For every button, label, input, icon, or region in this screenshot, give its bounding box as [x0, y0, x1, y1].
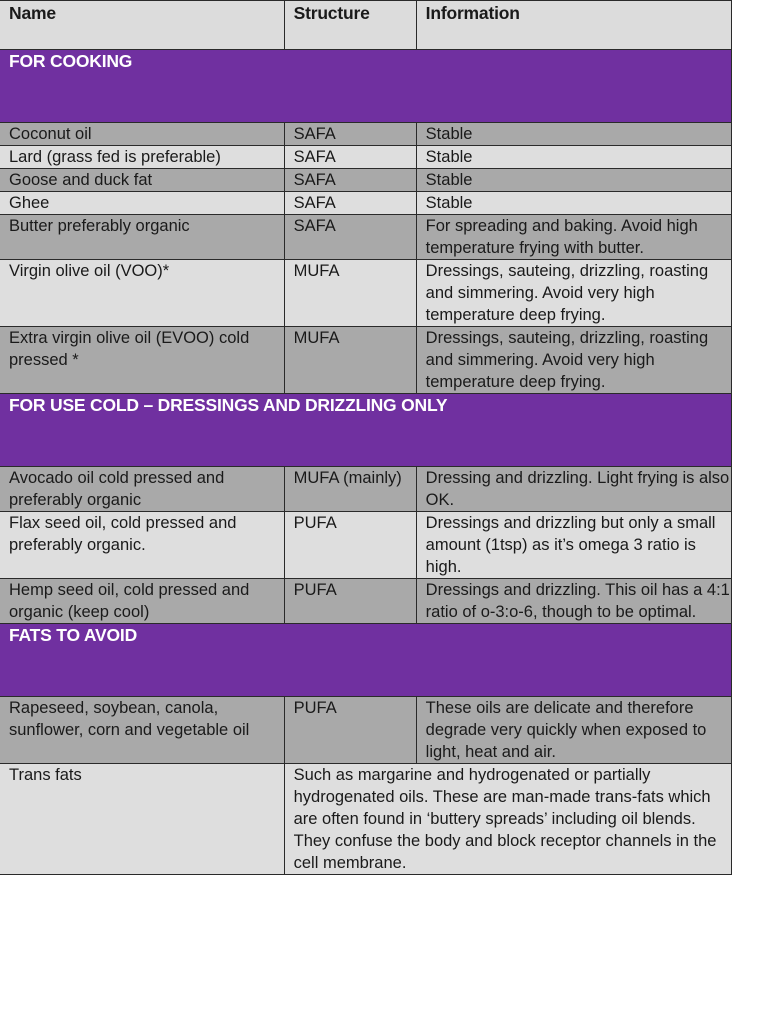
cell-name: Avocado oil cold pressed and preferably organic — [0, 467, 284, 512]
cell-structure: PUFA — [284, 579, 416, 624]
cell-structure: SAFA — [284, 123, 416, 146]
table-row — [0, 579, 732, 624]
cell-information: Stable — [416, 146, 731, 169]
table-row — [0, 192, 732, 215]
cell-name: Flax seed oil, cold pressed and preferably organic. — [0, 512, 284, 579]
header-information: Information — [416, 1, 731, 50]
table-row — [0, 697, 732, 764]
cell-name: Butter preferably organic — [0, 215, 284, 260]
cell-structure: SAFA — [284, 215, 416, 260]
header-name: Name — [0, 1, 284, 50]
section-header-row — [0, 50, 732, 123]
cell-information: Dressings and drizzling but only a small amount (1tsp) as it’s omega 3 ratio is high. — [416, 512, 731, 579]
table-body — [0, 50, 732, 875]
cell-name: Extra virgin olive oil (EVOO) cold pressed * — [0, 327, 284, 394]
cell-information: For spreading and baking. Avoid high temperature frying with butter. — [416, 215, 731, 260]
cell-structure: SAFA — [284, 146, 416, 169]
cell-name: Ghee — [0, 192, 284, 215]
cell-information: Such as margarine and hydrogenated or partially hydrogenated oils. These are man-made trans-fats which are often found in ‘buttery spreads’ including oil blends. They confuse the body and block receptor channels in the cell membrane. — [284, 764, 731, 875]
cell-name: Trans fats — [0, 764, 284, 875]
table-row — [0, 123, 732, 146]
section-title: FATS TO AVOID — [0, 624, 732, 697]
cell-structure: SAFA — [284, 169, 416, 192]
section-header-row — [0, 624, 732, 697]
cell-name: Virgin olive oil (VOO)* — [0, 260, 284, 327]
section-title: FOR COOKING — [0, 50, 732, 123]
section-header-row — [0, 394, 732, 467]
cell-structure: MUFA — [284, 260, 416, 327]
table-row — [0, 764, 732, 875]
cell-name: Lard (grass fed is preferable) — [0, 146, 284, 169]
cell-structure: PUFA — [284, 512, 416, 579]
cell-name: Goose and duck fat — [0, 169, 284, 192]
cell-structure: SAFA — [284, 192, 416, 215]
section-title: FOR USE COLD – DRESSINGS AND DRIZZLING ONLY — [0, 394, 732, 467]
cell-information: Stable — [416, 169, 731, 192]
cell-name: Coconut oil — [0, 123, 284, 146]
cell-structure: PUFA — [284, 697, 416, 764]
table-row — [0, 327, 732, 394]
table-row — [0, 169, 732, 192]
cell-structure: MUFA (mainly) — [284, 467, 416, 512]
table-row — [0, 215, 732, 260]
cell-structure: MUFA — [284, 327, 416, 394]
table-row — [0, 260, 732, 327]
cell-name: Rapeseed, soybean, canola, sunflower, corn and vegetable oil — [0, 697, 284, 764]
header-row — [0, 1, 732, 50]
cell-information: Dressing and drizzling. Light frying is also OK. — [416, 467, 731, 512]
header-structure: Structure — [284, 1, 416, 50]
cell-information: Dressings and drizzling. This oil has a 4:1 ratio of o-3:o-6, though to be optimal. — [416, 579, 731, 624]
cell-information: Stable — [416, 123, 731, 146]
cell-information: Stable — [416, 192, 731, 215]
cell-information: These oils are delicate and therefore degrade very quickly when exposed to light, heat and air. — [416, 697, 731, 764]
table-row — [0, 146, 732, 169]
table-row — [0, 512, 732, 579]
cell-information: Dressings, sauteing, drizzling, roasting and simmering. Avoid very high temperature deep frying. — [416, 327, 731, 394]
table-row — [0, 467, 732, 512]
cell-information: Dressings, sauteing, drizzling, roasting and simmering. Avoid very high temperature deep frying. — [416, 260, 731, 327]
cell-name: Hemp seed oil, cold pressed and organic (keep cool) — [0, 579, 284, 624]
